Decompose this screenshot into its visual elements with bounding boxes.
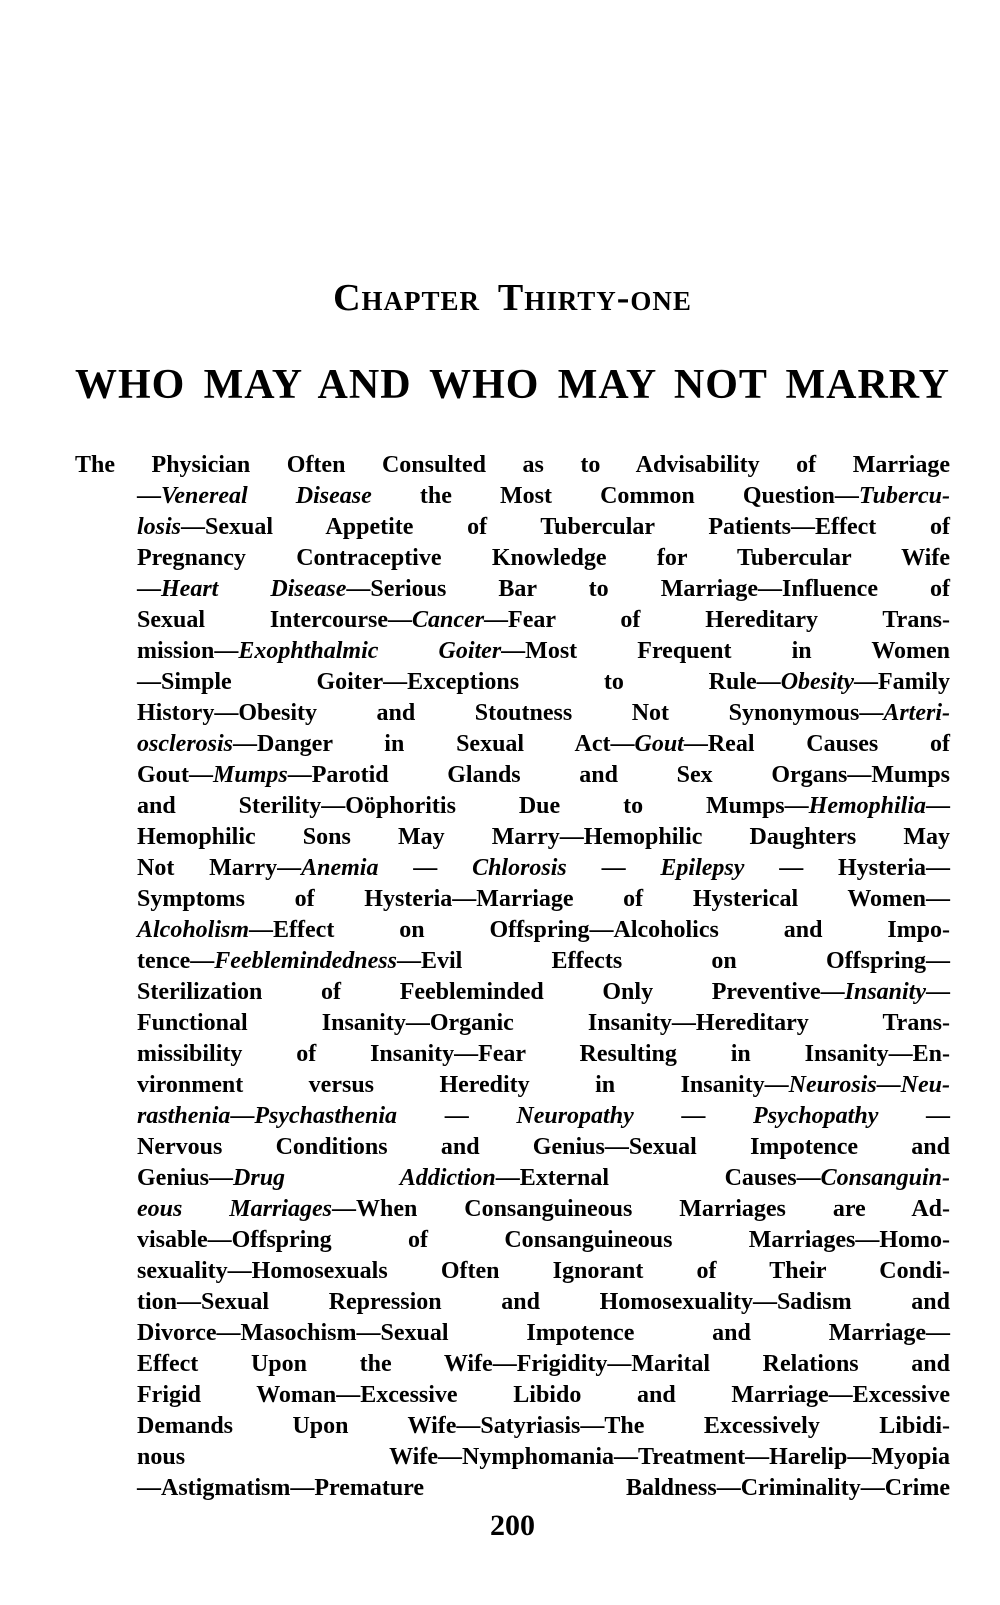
- summary-segment: —Fear of Hereditary Trans-: [484, 607, 950, 633]
- summary-line: [75, 1287, 950, 1318]
- summary-line: [75, 1318, 950, 1349]
- summary-line: [75, 884, 950, 915]
- summary-segment: —Real Causes of: [683, 731, 950, 757]
- summary-line: [75, 574, 950, 605]
- summary-segment-italic: Feeblemindedness: [214, 948, 397, 974]
- summary-line: [75, 822, 950, 853]
- summary-line: [75, 915, 950, 946]
- summary-segment: —Effect on Offspring—Alcoholics and Impo-: [249, 917, 950, 943]
- summary-segment: the Most Common Question—: [371, 483, 859, 509]
- summary-segment: —Evil Effects on Offspring—: [396, 948, 950, 974]
- summary-segment-italic: Psychopathy: [753, 1103, 879, 1129]
- summary-segment-italic: Alcoholism: [137, 917, 250, 943]
- summary-segment: —: [378, 855, 473, 881]
- summary-segment: Pregnancy Contraceptive Knowledge for Tubercular Wife: [137, 545, 950, 571]
- summary-segment: —Family: [854, 669, 950, 695]
- summary-segment: Demands Upon Wife—Satyriasis—The Excessively Libidi-: [137, 1413, 950, 1439]
- summary-segment: Not Marry—: [137, 855, 302, 881]
- summary-segment: —: [876, 1072, 901, 1098]
- summary-segment: sexuality—Homosexuals Often Ignorant of Their Condi-: [137, 1258, 950, 1284]
- summary-line: [75, 1101, 950, 1132]
- summary-segment: nous Wife—Nymphomania—Treatment—Harelip—Myopia: [137, 1444, 950, 1470]
- summary-line: [75, 977, 950, 1008]
- summary-line: [75, 698, 950, 729]
- summary-segment-italic: Drug Addiction: [233, 1165, 496, 1191]
- summary-line: [75, 946, 950, 977]
- summary-line: [75, 1473, 950, 1504]
- summary-segment-italic: Neuropathy: [516, 1103, 634, 1129]
- summary-segment-italic: Psychasthenia: [254, 1103, 398, 1129]
- summary-segment: —Sexual Appetite of Tubercular Patients—Effect of: [181, 514, 950, 540]
- summary-segment: —: [926, 793, 950, 819]
- summary-segment-italic: losis: [137, 514, 182, 540]
- summary-segment: —Danger in Sexual Act—: [233, 731, 635, 757]
- summary-segment: —Simple Goiter—Exceptions to Rule—: [137, 669, 781, 695]
- summary-line: [75, 1411, 950, 1442]
- summary-segment-italic: Gout: [634, 731, 684, 757]
- summary-segment: —Serious Bar to Marriage—Influence of: [346, 576, 951, 602]
- summary-segment: Symptoms of Hysteria—Marriage of Hysterical Women—: [137, 886, 950, 912]
- summary-segment: Effect Upon the Wife—Frigidity—Marital Relations and: [137, 1351, 950, 1377]
- summary-segment: Sexual Intercourse—: [137, 607, 413, 633]
- summary-segment: —: [137, 483, 161, 509]
- summary-line: [75, 605, 950, 636]
- summary-segment: missibility of Insanity—Fear Resulting in Insanity—En-: [137, 1041, 950, 1067]
- summary-segment-italic: Anemia: [301, 855, 379, 881]
- summary-segment-italic: Chlorosis: [472, 855, 567, 881]
- summary-segment-italic: osclerosis: [137, 731, 233, 757]
- summary-segment-italic: Mumps: [213, 762, 288, 788]
- summary-line: [75, 1132, 950, 1163]
- summary-segment: vironment versus Heredity in Insanity—: [137, 1072, 789, 1098]
- summary-line: [75, 450, 950, 481]
- summary-line: [75, 1163, 950, 1194]
- summary-segment: —: [397, 1103, 517, 1129]
- summary-line: [75, 1039, 950, 1070]
- summary-segment: —External Causes—: [495, 1165, 821, 1191]
- summary-line: [75, 1070, 950, 1101]
- summary-segment: — Hysteria—: [744, 855, 950, 881]
- summary-line: [75, 1008, 950, 1039]
- summary-segment-italic: Consanguin-: [820, 1165, 950, 1191]
- summary-segment: Divorce—Masochism—Sexual Impotence and Marriage—: [137, 1320, 950, 1346]
- summary-line: [75, 1442, 950, 1473]
- summary-segment: Sterilization of Feebleminded Only Preventive—: [137, 979, 845, 1005]
- summary-line: [75, 729, 950, 760]
- summary-line: [75, 667, 950, 698]
- summary-segment: History—Obesity and Stoutness Not Synonymous—: [137, 700, 884, 726]
- chapter-summary: [75, 450, 950, 1504]
- summary-segment-italic: Insanity: [844, 979, 926, 1005]
- summary-segment: Nervous Conditions and Genius—Sexual Impotence and: [137, 1134, 950, 1160]
- summary-segment-italic: Hemophilia: [808, 793, 926, 819]
- summary-segment: —When Consanguineous Marriages are Ad-: [331, 1196, 950, 1222]
- summary-segment: mission—: [137, 638, 239, 664]
- summary-segment: Genius—: [137, 1165, 234, 1191]
- summary-line: [75, 636, 950, 667]
- summary-segment: —: [633, 1103, 754, 1129]
- summary-segment: Gout—: [137, 762, 214, 788]
- summary-segment: tion—Sexual Repression and Homosexuality—Sadism and: [137, 1289, 950, 1315]
- summary-line: [75, 760, 950, 791]
- summary-segment: —: [878, 1103, 951, 1129]
- summary-segment: —Most Frequent in Women: [501, 638, 950, 664]
- summary-segment-italic: Neurosis: [788, 1072, 877, 1098]
- summary-segment-italic: eous Marriages: [137, 1196, 332, 1222]
- summary-segment: —Parotid Glands and Sex Organs—Mumps: [287, 762, 950, 788]
- summary-segment: Functional Insanity—Organic Insanity—Hereditary Trans-: [137, 1010, 950, 1036]
- summary-segment-italic: Cancer: [412, 607, 485, 633]
- summary-line: [75, 481, 950, 512]
- chapter-title: WHO MAY AND WHO MAY NOT MARRY: [75, 362, 950, 408]
- summary-segment: Hemophilic Sons May Marry—Hemophilic Daughters May: [137, 824, 950, 850]
- summary-segment: —: [926, 979, 950, 1005]
- summary-line: [75, 543, 950, 574]
- summary-line: [75, 1380, 950, 1411]
- summary-line: [75, 1256, 950, 1287]
- page-number: 200: [490, 1509, 535, 1542]
- chapter-heading: Chapter Thirty-one: [333, 277, 692, 319]
- summary-line: [75, 791, 950, 822]
- summary-segment-italic: Venereal Disease: [161, 483, 372, 509]
- summary-segment: visable—Offspring of Consanguineous Marriages—Homo-: [137, 1227, 950, 1253]
- summary-line: [75, 1349, 950, 1380]
- summary-segment-italic: Arteri-: [883, 700, 950, 726]
- summary-segment-italic: Epilepsy: [660, 855, 745, 881]
- summary-segment: —: [230, 1103, 255, 1129]
- summary-line: [75, 1225, 950, 1256]
- summary-line: [75, 853, 950, 884]
- summary-segment: tence—: [137, 948, 215, 974]
- summary-segment: —: [566, 855, 661, 881]
- summary-segment-italic: Heart Disease: [161, 576, 347, 602]
- summary-segment: —Astigmatism—Premature Baldness—Criminality—Crime: [137, 1475, 950, 1501]
- summary-segment-italic: rasthenia: [137, 1103, 231, 1129]
- summary-line: [75, 1194, 950, 1225]
- summary-segment-italic: Obesity: [780, 669, 854, 695]
- summary-segment-italic: Tubercu-: [858, 483, 950, 509]
- summary-segment: —: [137, 576, 161, 602]
- summary-segment-italic: Neu-: [900, 1072, 950, 1098]
- summary-segment: and Sterility—Oöphoritis Due to Mumps—: [137, 793, 809, 819]
- summary-line: [75, 512, 950, 543]
- summary-segment: Frigid Woman—Excessive Libido and Marriage—Excessive: [137, 1382, 950, 1408]
- summary-segment-italic: Exophthalmic Goiter: [238, 638, 502, 664]
- summary-segment: The Physician Often Consulted as to Advisability of Marriage: [75, 452, 950, 478]
